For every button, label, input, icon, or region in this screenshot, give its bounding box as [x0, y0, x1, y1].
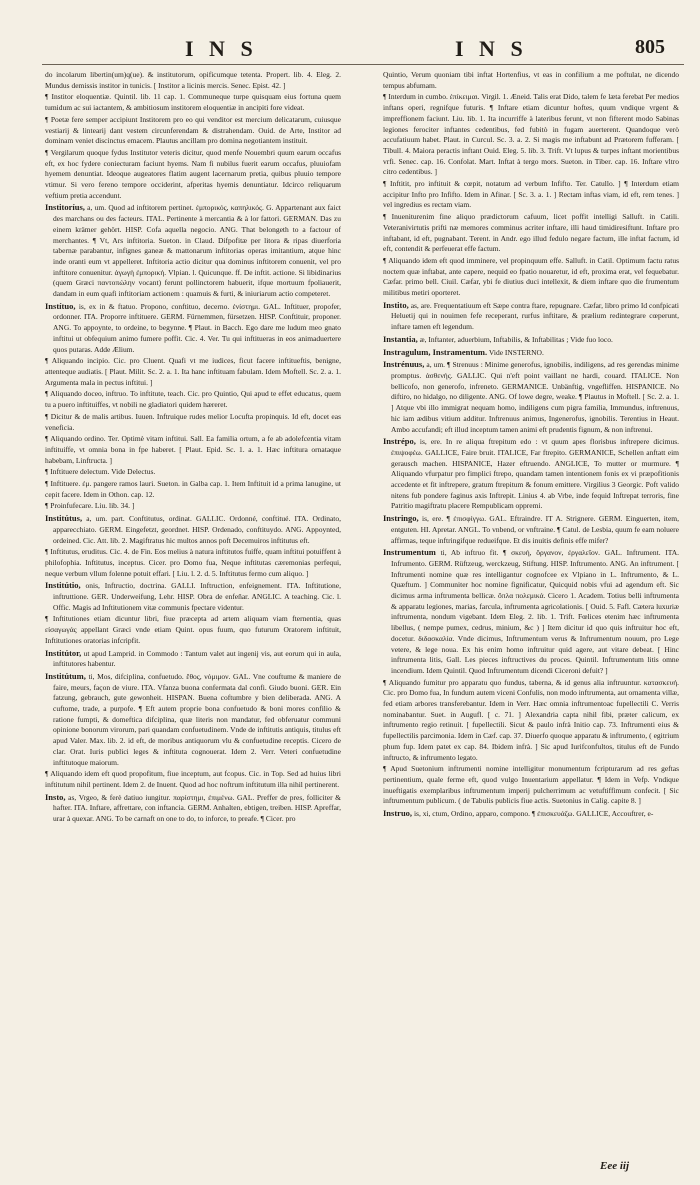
dictionary-entry	[383, 359, 679, 435]
entry-text: do incolarum libertin(um)q(ue). & institutorum, opificumque tetenta. Propert. lib. 4. Eleg. 2. Mundus demissis institor in tunicis. [ Institor a licinis mercis. Senec. Epist. 42. ]	[45, 70, 341, 90]
entry-text: ¶ Aliquando incipio. Cic. pro Cluent. Quafi vt me iudices, ficut facere inftitueftis, benigne, attenteque audiatis. [ Plaut. Milit. Sc. 2. a. 1. Ita hanc inftituam fabulam. Idem Moftell. Sc. 2. a. 1. Argumenta mala in pectus inftitui. ]	[45, 356, 341, 387]
entry-text: ti, Ab inftruo fit. ¶ σκευή, ὄργανον, ἐργαλεῖον. GAL. Inftrument. ITA. Infrumento. GERM. Rüftzeug, werckzeug, Stiftung. HISP. Inftrumento. ANG. An inftrument. [ Inftrumenti nomine quæ res intelligantur cognofcee ex Vlpiano in L. Inftrumento, & L. Quæftum. ] Communiter hoc nomine fignificatur, Quicquid nobis vfui ad agendum eft. Sic dicimus arma inftrumenta bellicæ. ὅπλα πολεμικά. Cicero 1. Academ. Totius belli inftrumenta & apparatu legiones, marias, farcula, inftrumenta agricolationis. [ Ouid. 5. Fafl. Cætera luxuriæ inftrumenta, nondum vigebant. Idem Eleg. 2. lib. 1. Trift. Fœlices etenim hæc inftrumenta libellus, ( nempe pumex, cedrus, minium, &c ) ] Item dicitur id quo quis inftruitur hoc eft, docetur. διδασκαλία. Vnde dicimus, Inftrumentum verus & Inftrumentum nouum, pro Lege vetere, & lege noua. Ex his enim homo inftruitur quid agere, aut vitare debeat. [ Hinc inftrumenta litis, Gall. Les pieces inftructives du proces. Quintil. Inftrumentum litis omne incendium. Idem Quintil. Quod Inftrumentum dicendi Ciceroni defuit? ]	[391, 548, 679, 675]
entry-text: ¶ Aliquando doceo, inftruo. To inftitute, teach. Cic. pro Quintio, Qui apud te effet educatus, quem tu a puero inftituiffes, vt nobili ne gladiatori quidem hæreret.	[45, 389, 341, 410]
dictionary-entry	[45, 769, 341, 790]
entry-text: ¶ Aliquando idem eft quod imminere, vel propinquum effe. Salluft. in Catil. Optimum factu ratus noctem quæ inftabat, ante capere, nequid eo fpatio nouaretur, id eft, proxima erat, vel fequebatur. Cæfar. primo bell. Ciuil. Cæfar, ybi fe diutius duci intellexit, & diem inftare quo die frumentum militibus metiri oporteret.	[383, 255, 679, 298]
entry-headword: Instringo,	[383, 513, 419, 524]
entry-text: ¶ Inftitit, pro inftituit & cœpit, notatum ad verbum Infifto. Ter. Catullo. ] ¶ Interdum etiam accipitur Infto pro Infifto. Idem in Afinar. [ Sc. 3. a. 1. ] Rectam inftas viam, id eft, rem tenes. ] vel ingredius es rectam viam.	[383, 179, 679, 210]
entry-text: Quintio, Verum quoniam tibi inftat Hortenfius, vt eas in confilium a me poftulat, ne dicendo tempus abfumam.	[383, 70, 679, 90]
dictionary-entry	[45, 115, 341, 147]
entry-headword: Instruo,	[383, 808, 413, 819]
dictionary-entry	[45, 513, 341, 546]
dictionary-entry	[45, 92, 341, 113]
entry-text: is, ex in & ftatuo. Propono, conftituo, decerno. ἐνίστημι. GAL. Inftituer, propofer, ordonner. ITA. Proporre inftituere. GERM. Fürnemmen, fürsetzen. HISP. Conftituir, proponer. ANG. To appoynte, to ordeine, to begynne. ¶ Plaut. in Bacch. Ego dare me ludum meo gnato inftitui ut obfequium animo fumere poffit. Cic. 4. Ver. Tu qui inftitueras in eos animaduertere quos putaras. Adde Ælium.	[53, 301, 341, 354]
entry-headword: Institoríus,	[45, 202, 85, 213]
dictionary-entry	[45, 148, 341, 202]
dictionary-entry	[383, 808, 679, 820]
dictionary-entry	[383, 334, 679, 346]
header-rule	[42, 64, 684, 65]
dictionary-entry	[45, 70, 341, 91]
entry-text: Vide INSTERNO.	[488, 347, 544, 357]
entry-text: ¶ Aliquando fumitur pro apparatu quo fundus, taberna, & id genus alia inftruuntur. κατασκευή. Cic. pro Domo fua, In fundum autem viceni Confulis, non modo inftrumenta, aut ornamenta villæ, fed etiam arbores transferebantur. Idem in Verr. Hæc omnia inftrumentoac fupellectili C. Verris nominabantur. Suet. in Augufl. [ c. 71. ] Alexandria capta nihil fibi, præter calicum, ex inftrumento regio retinuit. [ fupellectili. Sicut & paulo infrà Initio cap. 73. Inftrumenti eius & fupellectilis parcimonia. Idem in Cæf. cap. 37. Diuerfo quoque apparatu & inftrumento, ( egitrium phum fup. Idem patet ex cap. 84. Ibidem infrà. ] Sic apud Iurifconfultos, titulus eft de Fundo inftructo, & inftrumento legato.	[383, 677, 679, 762]
dictionary-entry	[45, 501, 341, 512]
entry-text: ¶ Interdum in cumbo. ἐπίκειμαι. Virgil. 1. Æneid. Talis erat Dido, talem fe læta ferebat Per medios inftans operi, regnifque futuris. ¶ Inftare etiam dicuntur hoftes, quum vndique vrgent & impreffionem faciunt. Liu. lib. 1. Ita incurriffe à lateribus ferunt, vt non fifterent modo Sabinas legiones ferociter inftantes cedentibus, fed fubitò in fugam auerterent. Quandoque verò accufatiuum habet. Plaut. in Curcul. Sc. 3. a. 2. Si magis me inftabunt ad Prætorem fufferam. [ Tibull. 4. Maiora peractis inftant Ouid. Eleg. 5. lib. 3. Trift. Vt lupus & turpes inftant morientibus vrfi. Senec. cap. 16. Confolat. Mart. Inftat à tergo mors. Sueton. in Tiber. cap. 16. Inftare vltro citro cedentibus. ]	[383, 92, 679, 177]
running-head-right: I N S	[455, 36, 528, 61]
entry-text: a, um. part. Conftitutus, ordinat. GALLIC. Ordonné, conftitué. ITA. Ordinato, apparecchiato. GERM. Eingefetzt, geordnet. HISP. Ordenado, conftituydo. ANG. Appoynted, ordeined. Cic. Att. lib. 2. Magiftratus hic multos annos poft Decemuiros inftitutus eft.	[53, 514, 341, 545]
entry-text: ¶ Aliquando idem eft quod propofitum, fiue inceptum, aut fcopus. Cic. in Top. Sed ad huius libri inftitutum nihil pertinent. Idem 2. de Inuent. Quod ad hoc noftrum inftitutum illa nihil pertinerent.	[45, 769, 341, 789]
entry-headword: Instrénuus,	[383, 359, 425, 370]
entry-headword: Instrumentum	[383, 547, 436, 558]
dictionary-entry	[383, 347, 679, 359]
dictionary-entry	[45, 614, 341, 646]
entry-text: is, ere. ¶ ἐπισφίγγω. GAL. Eftraindre. IT A. Strignere. GERM. Einguerten, item, entguten. HI. Apretar. ANGL. To vnbend, or vnftraine. ¶ Catul. de Lesbia, quum fe eam noluere affirmas, teque inftringifque redueifque. Et dis inuitis definis effe mifer?	[391, 514, 679, 545]
entry-headword: Instítuo,	[45, 300, 76, 311]
dictionary-entry	[383, 212, 679, 255]
dictionary-entry	[45, 547, 341, 579]
dictionary-entry	[45, 479, 341, 500]
left-column	[45, 70, 341, 1160]
entry-text: ¶ Aliquando ordino. Ter. Optimè vitam inftitui. Sall. Ea familia ortum, a fe ab adolefcentia vitam inftituiffe, vt omnia bona in fpe haberet. [ Plaut. Epid. Sc. 1. a. 1. Hæc inftitura ornataque habebam, Linftructa. ]	[45, 434, 341, 465]
dictionary-entry	[45, 648, 341, 670]
entry-text: is, xi, ctum, Ordino, apparo, compono. ¶ ἐπισκευάζω. GALLICE, Accouftrer, e-	[413, 809, 654, 819]
dictionary-entry	[383, 300, 679, 333]
entry-headword: Institútio,	[45, 580, 81, 591]
entry-text: onis, Inftructio, doctrina. GALLI. Inftruction, enfeignement. ITA. Inftitutione, inftruttione. GER. Underweifung, Lehr. HISP. Obra de enfeñar. ANGLIC. A teaching. Cic. l. Offic. Magis ad Inftitutionem vitæ communis fpectare videntur.	[53, 581, 341, 612]
entry-text: ¶ Institor eloquentiæ. Quintil. lib. 11 cap. 1. Communeque turpe quisquam eius fortuna quem tumidum ac sui iactantem, & ambitiosum institorem eloquentiæ in ancipiti fore videat.	[45, 92, 341, 113]
entry-text: ¶ Inftitutus, eruditus. Cic. 4. de Fin. Eos melius à natura inftitutos fuiffe, quam inftitui potuiffent à philofophia. Inftitutus, inceptus. Cicer. pro Domo fua, Neque inftitutas cæremonias perfequi, neque verbum vllum folenne potuit effari. [ Liu. l. 2. d. 5. Inftitutus fermo cum aliquo. ]	[45, 547, 341, 578]
dictionary-entry	[45, 412, 341, 433]
dictionary-entry	[383, 256, 679, 299]
dictionary-entry	[383, 436, 679, 512]
dictionary-entry	[45, 671, 341, 768]
entry-headword: Institútum,	[45, 670, 86, 681]
entry-headword: Insto,	[45, 791, 66, 802]
dictionary-entry	[383, 70, 679, 91]
page-number: 805	[635, 36, 665, 58]
entry-text: ¶ Proinfufecare. Liu. lib. 34. ]	[45, 501, 135, 511]
entry-text: as, are. Frequentatiuum eft Sæpe contra ftare, repugnare. Cæfar, libro primo Id confpicati Heluetij qui in nouimen fefe receperant, rurfus inftitare, & prælium redintegrare cœperunt, inftare tamen eft legendum.	[391, 300, 679, 332]
entry-headword: Instrépo,	[383, 436, 416, 447]
dictionary-entry	[383, 179, 679, 211]
entry-text: a, um. ¶ Strenuus : Minime generofus, ignobilis, indiligens, ad res gerendas minime promptus. ἀσθενής. GALLIC. Qui n'eft point vaillant ne hardi, couard. ITALICE. Non bellicofo, non generofo, infreneto. GERMANICE. Unbänftig, vngefliffen. HISPANICE. No diftiro, no hidalgo, no diligente. ANG. Of lowe degre, weake. ¶ Plautus in Moftell. [ Sc. 2. a. 1. ] Atque vbi illo immigrat nequam homo, indiligens cum pigra familia, Immundus, inftrenuus, hic iam ædibus vitium additur. Inftrenuus animus, Ingenerofus, ignobilis. Terentius in Heaut. Ambo accufandi; eft illud inceptum tamen animi eft prudentis fignum, & non inftrenui.	[391, 360, 679, 434]
dictionary-entry	[383, 764, 679, 807]
signature-mark: Eee iij	[600, 1160, 630, 1172]
entry-headword: Institútus,	[45, 513, 83, 524]
entry-text: ¶ Poetæ fere semper accipiunt Institorem pro eo qui venditor est mercium delicatarum, cuiusque vestiarij & lintearij dant vestem circunferendam & distrahendam. Ouid. de Arte, Institor ad dominam veniet discinctus emacem. Plautus ancillam pro domina negotiantem instituit.	[45, 114, 341, 146]
entry-text: æ, Inftanter, aduerbium, Inftabilis, & Inftabilitas ; Vide fuo loco.	[419, 334, 613, 344]
dictionary-entry	[45, 434, 341, 466]
entry-headword: Instito,	[383, 299, 409, 310]
dictionary-entry	[45, 580, 341, 613]
right-column	[383, 70, 679, 1160]
entry-text: ¶ Apud Suetonium inftrumenti nomine intelligitur monumentum fcripturarum ad res geftas pertinentium, quale ferme eft, quod vulgo Inuentarium appellatur. ¶ Idem in Vefp. Vndique inueftigatis exemplaribus inftrumentum imperij pulcherrimum ac vetuftiffimum confecit. [ Sic inftrumentum publicum. ( de Tabulis publicis fiue actis. Suetonius in Calig. capite 8. ]	[383, 764, 679, 806]
dictionary-entry	[45, 389, 341, 410]
entry-text: a, um. Quod ad inftitorem pertinet. ἐμπορικός, καπηλικός. G. Appartenant aux faict des marchans ou des facteurs. ITAL. Pertinente à mercantia & à lor fattori. GERMAN. Das zu einem krämer gehört. HISP. Cofa aquella negocio. ANG. That belongeth to a factour of merchantes. ¶ Vt, Ars inftitoria. Sueton. in Claud. Difpofitæ per litora & ripas diuerforia tabernæ parabantur, infignes ganeæ & mattonarum inftitorias operas imitantium, atque hinc inde oranti eum vt appelleret. Inftitoria actio dicitur qua dominus inftitorem conuenit, vel pro inftitore conuenitur. ἀγωγὴ ἐμπορική. Vlpian. l. Quicunque. ff. De inftit. actione. Si libidinarius (quem Græci παντοπώλην vocant) ferunt pollinctorem habuerit, ifque mortuum fpoliauerit, dandam in eum quafi inftitoriam actionem : quamuis & furti, & iniuriarum actio competeret.	[53, 203, 341, 299]
dictionary-entry	[383, 513, 679, 546]
entry-text: as, Vrgeo, & ferè datiuo iungitur. παρίστημι, ἐπιμένω. GAL. Preffer de pres, folliciter & hafter. ITA. Inftare, affrettare, con inftancia. GERM. Anhalten, ebtigen, treiben. HISP. Apreffar, urar à quexar. ANG. To be carnaft on one to do, to inforce, to preafe. ¶ Cicer. pro	[53, 792, 341, 824]
dictionary-entry	[45, 467, 341, 478]
entry-text: ¶ Dicitur & de malis artibus. Iuuen. Inftruique rudes melior Locufta propinquis. Id eft, docet eas veneficia.	[45, 411, 341, 432]
entry-text: ¶ Vergilarum quoque fydus Institutor veteris dicitur, quod menfe Nouembri quum earum occafus eft, ex hoc fydere coniecturam faciunt hyems. Nam fi nubilus fuerit earum occafus, pluuiofam hyemem denuntiat. Ideoque augeatores flatim augent lacernarum pretia, quibus pluuio tempore vtimur. Si vero fereno tempore occiderint, afperitas hyemis denuntiatur. Idcirco reliquarum veftium pretia accendunt.	[45, 147, 341, 200]
entry-text: is, ere. In re aliqua ftrepitum edo : vt quum apes florisbus inftrepere dicimus. ἐπιψοφέω. GALLICE, Faire bruit. ITALICE, Far ftrepito. GERMANICE, Schellen anftatt eim gerausch machen. HISPANICE, Hazer eftruendo. ANGLICE, To mutter or murmure. ¶ Aliquando vfurpatur pro fimplici ftrepo, quandam tamen intentionem fonis ex vi præpofitionis accedente et fit inftrepere, gratum ftrepitum & fonum emittere. Virgilius 3 Georgic. Poft valido nitens fub pondere faginus axis Inftrepit. Linius 4. ab Vrbe, inde fequid Inftrepat terroris, fine Patritio magiftratu placere Rempublicam oppremi.	[391, 437, 679, 511]
entry-text: ut apud Lamprid. in Commodo : Tantum valet aut ingenij vis, aut eorum qui in aula, inftitutores habentur.	[53, 648, 341, 669]
entry-text: ti, Mos, difciplina, confuetudo. ἔθος, νόμιμον. GAL. Vne couftume & maniere de faire, meurs, façon de viure. ITA. Vfanza buona confermata dal confi. Giudo buoni. GER. Ein fatzung, gebrauch, gute gewonheit. HISPAN. Buena coftumbre y bien deliberada. ANG. A cuftome, trade, a purpofe. ¶ Eft autem proprie bona confuetudo & boni mores confilio & ratione fumpti, & domeftica difciplina, quæ literis non mandatur, fed obferuatur communi opinione bonorum virorum, pari quandam confuetudinem. Vnde de inftitutis antiquis, titulus eft apud Valer. Max. lib. 2. id eft, de moribus antiquorum vlu & confuetudine receptis. Cicero de clar. Orat. Iuris publici leges & inftituta cognouerat. Idem 2. Verr. Veteri confuetudine inftitutoque maiorum.	[53, 671, 341, 767]
dictionary-entry	[45, 356, 341, 388]
entry-text: ¶ Inftituere. ἐμ. pangere ramos lauri. Sueton. in Galba cap. 1. Item Inftituit id a prima lanugine, ut cepit facere. Idem in Othon. cap. 12.	[45, 479, 341, 499]
entry-text: ¶ Inueniturenim fine aliquo prædictorum cafuum, licet poffit intelligi Salluft. in Catili. Veteranivirtutis prifti næ memores comminus acriter inftare, illi haud timidiresiftunt. Inftare pro inftabant, id eft, pugnabant. Terent. in Andr. ego illud fedulo negare factum, ille inftat factum, id eft, contendit & perfeuerat effe factum.	[383, 212, 679, 254]
dictionary-entry	[383, 678, 679, 764]
dictionary-entry	[45, 301, 341, 356]
dictionary-entry	[45, 792, 341, 825]
entry-headword: Instragulum, Instramentum.	[383, 346, 488, 357]
entry-text: ¶ Inftituere delectum. Vide Delectus.	[45, 467, 156, 477]
dictionary-entry	[45, 202, 341, 299]
dictionary-entry	[383, 92, 679, 178]
entry-headword: Institútor,	[45, 647, 82, 658]
entry-text: ¶ Inftitutiones etiam dicuntur libri, fiue præcepta ad artem aliquam viam fternentia, quas εἰσαγωγάς appellant Græci vnde etiam Quint. opus fuum, quo futurum Oratorem inftituit, Inftitutiones oratorias infcripfit.	[45, 614, 341, 645]
running-head-left: I N S	[185, 36, 258, 61]
dictionary-entry	[383, 547, 679, 676]
entry-headword: Instantia,	[383, 333, 418, 344]
